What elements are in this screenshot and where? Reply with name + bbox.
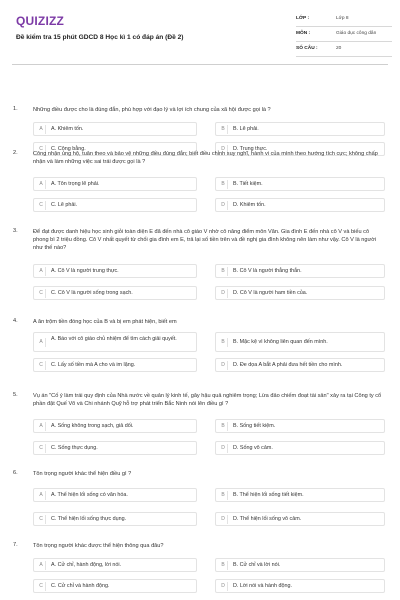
option-a[interactable] xyxy=(33,488,197,502)
option-letter: C xyxy=(37,444,46,453)
option-b[interactable] xyxy=(215,332,385,352)
option-letter: B xyxy=(219,338,228,347)
option-letter: C xyxy=(37,361,46,370)
option-text: A. Cử chỉ, hành động, lời nói. xyxy=(51,562,122,568)
question-text: Vụ án "Cố ý làm trái quy định của Nhà nước về quản lý kinh tế, gây hậu quả nghiêm trọng; Lừa đảo chiếm đoạt tài sản" xảy ra tại Công ty cổ phần đặt Quế Võ và Chi nhánh Quỹ hỗ trợ phát triển Bắc Ninh nói lên điều gì ? xyxy=(33,393,382,408)
option-text: C. Công bằng. xyxy=(51,146,86,152)
question-text: Công nhận ủng hộ, tuân theo và bảo vệ những điều đúng đắn; biết điều chỉnh suy nghĩ, hành vi của mình theo hướng tích cực; không chấp nhận và làm những việc sai trái được gọi là ? xyxy=(33,151,378,166)
option-d[interactable] xyxy=(215,512,385,526)
option-text: D. Trung thực. xyxy=(233,146,268,152)
quizizz-logo: QUIZIZZ xyxy=(16,14,65,28)
option-letter: C xyxy=(37,582,46,591)
option-letter: C xyxy=(37,515,46,524)
option-c[interactable] xyxy=(33,512,197,526)
option-letter: C xyxy=(37,201,46,210)
option-letter: A xyxy=(37,125,46,134)
meta-subject xyxy=(296,27,392,42)
option-letter: D xyxy=(219,444,228,453)
option-b[interactable] xyxy=(215,558,385,572)
meta-class-label: LỚP : xyxy=(296,16,310,21)
option-text: B. Sống tiết kiệm. xyxy=(233,423,276,429)
option-text: D. Sống vô cảm. xyxy=(233,445,273,451)
question-number: 7. xyxy=(13,542,18,548)
option-a[interactable] xyxy=(33,558,197,572)
option-d[interactable] xyxy=(215,198,385,212)
option-letter: A xyxy=(37,180,46,189)
option-c[interactable] xyxy=(33,198,197,212)
option-text: A. Cô V là người trung thực. xyxy=(51,268,119,274)
option-letter: A xyxy=(37,338,46,347)
option-text: D. Lời nói và hành động. xyxy=(233,583,292,589)
option-text: A. Sống không trong sạch, giả dối. xyxy=(51,423,134,429)
document-title: Đề kiểm tra 15 phút GDCD 8 Học kì 1 có đáp án (Đề 2) xyxy=(16,34,184,41)
option-text: B. Thể hiện lối sống tiết kiệm. xyxy=(233,492,304,498)
option-c[interactable] xyxy=(33,441,197,455)
option-a[interactable] xyxy=(33,122,197,136)
option-text: D. Đe dọa A bắt A phải đưa hết tiền cho mình. xyxy=(233,362,343,368)
option-text: C. Lấy số tiền mà A cho và im lặng. xyxy=(51,362,136,368)
option-a[interactable] xyxy=(33,264,197,278)
option-letter: A xyxy=(37,561,46,570)
meta-subject-value: Giáo dục công dân xyxy=(336,31,377,36)
option-text: C. Cử chỉ và hành động. xyxy=(51,583,110,589)
option-letter: C xyxy=(37,145,46,154)
meta-subject-label: MÔN : xyxy=(296,31,311,36)
option-text: C. Thể hiện lối sống thực dụng. xyxy=(51,516,127,522)
option-d[interactable] xyxy=(215,579,385,593)
option-c[interactable] xyxy=(33,579,197,593)
meta-count-value: 20 xyxy=(336,46,342,51)
page-header xyxy=(0,0,400,66)
option-letter: B xyxy=(219,125,228,134)
option-b[interactable] xyxy=(215,488,385,502)
option-d[interactable] xyxy=(215,358,385,372)
question-text: Tôn trọng người khác được thể hiện thông qua đâu? xyxy=(33,543,164,549)
option-letter: D xyxy=(219,145,228,154)
question-number: 2. xyxy=(13,150,18,156)
question-text: Những điều được cho là đúng đắn, phù hợp với đạo lý và lợi ích chung của xã hội được gọi là ? xyxy=(33,107,271,113)
option-text: A. Thể hiện lối sống có văn hóa. xyxy=(51,492,128,498)
question-text: A ăn trộm tiền đóng học của B và bị em phát hiện, biết em xyxy=(33,319,177,325)
option-letter: D xyxy=(219,289,228,298)
question-number: 3. xyxy=(13,228,18,234)
option-b[interactable] xyxy=(215,177,385,191)
meta-info xyxy=(296,12,392,57)
option-letter: A xyxy=(37,422,46,431)
option-text: B. Mặc kệ vì không liên quan đến mình. xyxy=(233,339,328,345)
option-a[interactable] xyxy=(33,419,197,433)
option-text: A. Báo với cô giáo chủ nhiệm để tìm cách giải quyết. xyxy=(51,336,177,342)
option-a[interactable] xyxy=(33,332,197,352)
option-b[interactable] xyxy=(215,122,385,136)
option-text: B. Cử chỉ và lời nói. xyxy=(233,562,281,568)
option-c[interactable] xyxy=(33,286,197,300)
option-text: B. Cô V là người thẳng thắn. xyxy=(233,268,302,274)
option-letter: B xyxy=(219,180,228,189)
header-divider xyxy=(12,64,388,65)
option-text: A. Tôn trọng lẽ phải. xyxy=(51,181,100,187)
option-b[interactable] xyxy=(215,264,385,278)
question-text: Tôn trọng người khác thể hiện điều gì ? xyxy=(33,471,132,477)
option-d[interactable] xyxy=(215,441,385,455)
option-text: B. Lẽ phải. xyxy=(233,126,259,132)
meta-class xyxy=(296,12,392,27)
option-text: D. Cô V là người ham tiền của. xyxy=(233,290,308,296)
option-text: D. Thể hiện lối sống vô cảm. xyxy=(233,516,302,522)
option-a[interactable] xyxy=(33,177,197,191)
option-letter: B xyxy=(219,267,228,276)
question-number: 4. xyxy=(13,318,18,324)
question-number: 1. xyxy=(13,106,18,112)
question-number: 5. xyxy=(13,392,18,398)
option-letter: D xyxy=(219,515,228,524)
option-text: D. Khiêm tốn. xyxy=(233,202,266,208)
option-letter: C xyxy=(37,289,46,298)
option-letter: A xyxy=(37,267,46,276)
option-letter: B xyxy=(219,561,228,570)
question-text: Để đạt được danh hiệu học sinh giỏi toàn diện E đã đến nhà cô giáo V nhờ cô nâng điểm môn Văn. Gia đình E đến nhà cô V và biếu cô phong bì 2 triệu đồng. Cô V nhất quyết từ chối gia đình em E, trả lại số tiền trên và đề nghị gia đình không nên làm như vậy. Cô V là người như thế nào? xyxy=(33,229,377,252)
option-letter: D xyxy=(219,582,228,591)
option-text: A. Khiêm tốn. xyxy=(51,126,84,132)
option-text: C. Lẽ phải. xyxy=(51,202,78,208)
option-letter: D xyxy=(219,361,228,370)
option-c[interactable] xyxy=(33,358,197,372)
option-text: C. Cô V là người sống trong sạch. xyxy=(51,290,133,296)
option-text: B. Tiết kiệm. xyxy=(233,181,263,187)
meta-class-value: Lớp 8 xyxy=(336,16,349,21)
option-letter: D xyxy=(219,201,228,210)
option-b[interactable] xyxy=(215,419,385,433)
option-letter: A xyxy=(37,491,46,500)
meta-count-label: SỐ CÂU : xyxy=(296,46,318,51)
option-letter: B xyxy=(219,491,228,500)
question-number: 6. xyxy=(13,470,18,476)
option-d[interactable] xyxy=(215,286,385,300)
option-text: C. Sống thực dụng. xyxy=(51,445,98,451)
option-letter: B xyxy=(219,422,228,431)
meta-count xyxy=(296,42,392,57)
